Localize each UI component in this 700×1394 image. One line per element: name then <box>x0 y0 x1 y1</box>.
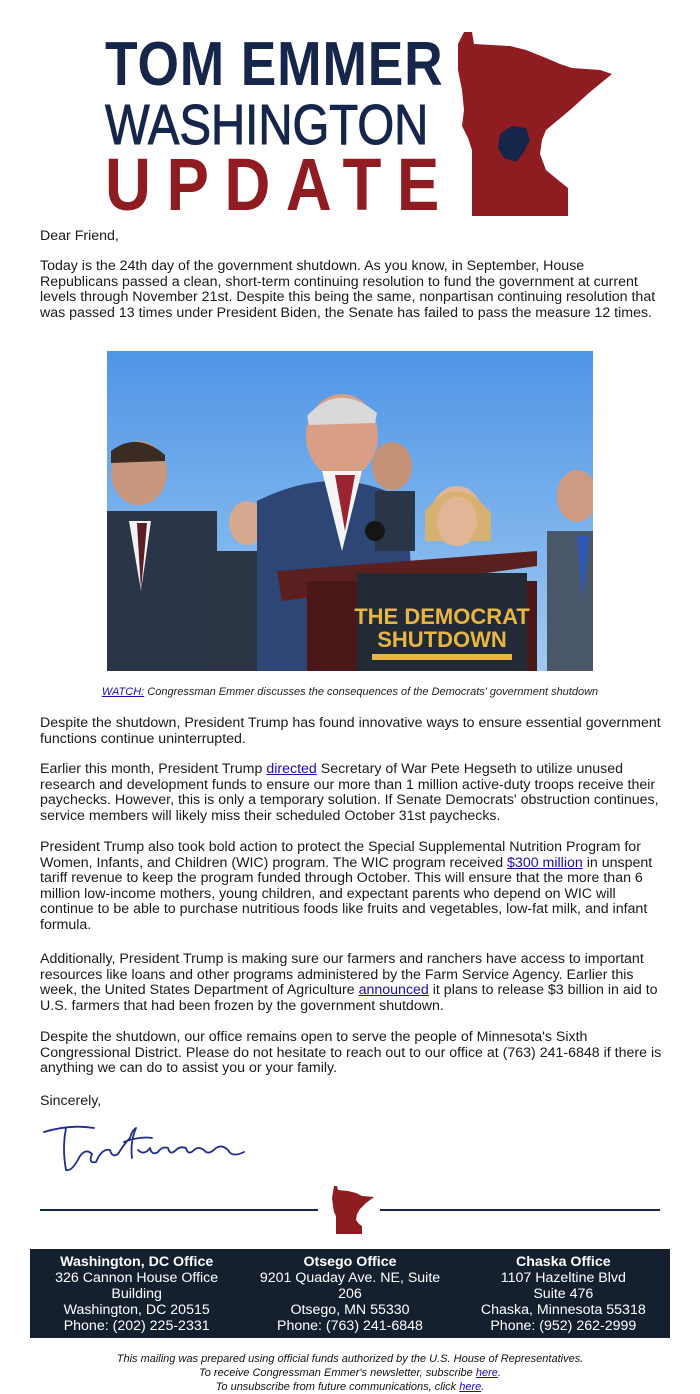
office-washington: Washington, DC Office 326 Cannon House Office Building Washington, DC 20515 Phone: (202) 225-2331 <box>55 1254 219 1334</box>
body-paragraph-2: Earlier this month, President Trump directed Secretary of War Pete Hegseth to utilize unused research and development funds to ensure our more than 1 million active-duty troops receive their paychecks. However, this is only a temporary solution. If Senate Democrats' obstruction continues, service members will likely miss their scheduled October 31st paychecks. <box>40 761 659 824</box>
watch-link[interactable]: WATCH: <box>101 686 145 698</box>
divider-right <box>380 1209 660 1211</box>
closing: Sincerely, <box>40 1093 102 1109</box>
masthead-update: UPDATE <box>105 143 455 226</box>
office-otsego: Otsego Office 9201 Quaday Ave. NE, Suite 206 Otsego, MN 55330 Phone: (763) 241-6848 <box>259 1254 441 1334</box>
unsubscribe-link[interactable]: here <box>459 1381 482 1393</box>
minnesota-divider-icon <box>330 1186 376 1234</box>
photo-caption <box>0 686 700 698</box>
body-paragraph-3: President Trump also took bold action to protect the Special Supplemental Nutrition Program for Women, Infants, and Children (WIC) program. The WIC program received $300 million in unspent tariff revenue to keep the program funded through October. This will ensure that the more than 6 million low-income mothers, young children, and expectant parents who depend on WIC will continue to be able to purchase nutritious foods like fruits and vegetables, low-fat milk, and infant formula. <box>40 839 653 933</box>
signature-image <box>40 1118 260 1178</box>
wic-funding-link[interactable]: $300 million <box>507 854 583 871</box>
photo-illustration <box>107 351 593 671</box>
greeting: Dear Friend, <box>40 228 119 244</box>
body-paragraph-1: Despite the shutdown, President Trump has found innovative ways to ensure essential government functions continue uninterrupted. <box>40 715 661 747</box>
masthead-washington: WASHINGTON <box>105 93 429 157</box>
caption-text: Congressman Emmer discusses the consequences of the Democrats' government shutdown <box>144 686 599 698</box>
footer-unsubscribe: To unsubscribe from future communications, click here. <box>215 1381 485 1393</box>
newsletter-masthead <box>0 0 700 225</box>
masthead-name: TOM EMMER <box>105 30 444 99</box>
minnesota-map-icon <box>450 30 615 216</box>
divider-left <box>40 1209 318 1211</box>
podium-sign-line2: SHUTDOWN <box>377 627 507 652</box>
office-contacts <box>30 1249 670 1338</box>
office-chaska: Chaska Office 1107 Hazeltine Blvd Suite 476 Chaska, Minnesota 55318 Phone: (952) 262-2999 <box>480 1254 646 1334</box>
podium-sign-line1: THE DEMOCRAT <box>354 604 530 629</box>
press-conference-photo[interactable] <box>107 351 593 671</box>
subscribe-link[interactable]: here <box>475 1367 498 1379</box>
intro-paragraph: Today is the 24th day of the government shutdown. As you know, in September, House Republicans passed a clean, short-term continuing resolution to fund the government at current levels through November 21st. Despite this being the same, nonpartisan continuing resolution that was passed 13 times under President Biden, the Senate has failed to pass the measure 12 times. <box>40 258 656 321</box>
footer-subscribe: To receive Congressman Emmer's newsletter, subscribe here. <box>199 1367 501 1379</box>
footer-official-funds: This mailing was prepared using official funds authorized by the U.S. House of Representatives. <box>116 1353 584 1365</box>
footer-disclaimer <box>0 1352 700 1394</box>
announced-link[interactable]: announced <box>358 982 429 999</box>
directed-link[interactable]: directed <box>266 761 317 777</box>
body-paragraph-4: Additionally, President Trump is making sure our farmers and ranchers have access to important resources like loans and other programs administered by the Farm Service Agency. Earlier this week, the United States Department of Agriculture announced it plans to release $3 billion in aid to U.S. farmers that had been frozen by the government shutdown. <box>40 951 658 1014</box>
body-paragraph-5: Despite the shutdown, our office remains open to serve the people of Minnesota's Sixth Congressional District. Please do not hesitate to reach out to our office at (763) 241-6848 if there is anything we can do to assist you or your family. <box>40 1029 662 1077</box>
